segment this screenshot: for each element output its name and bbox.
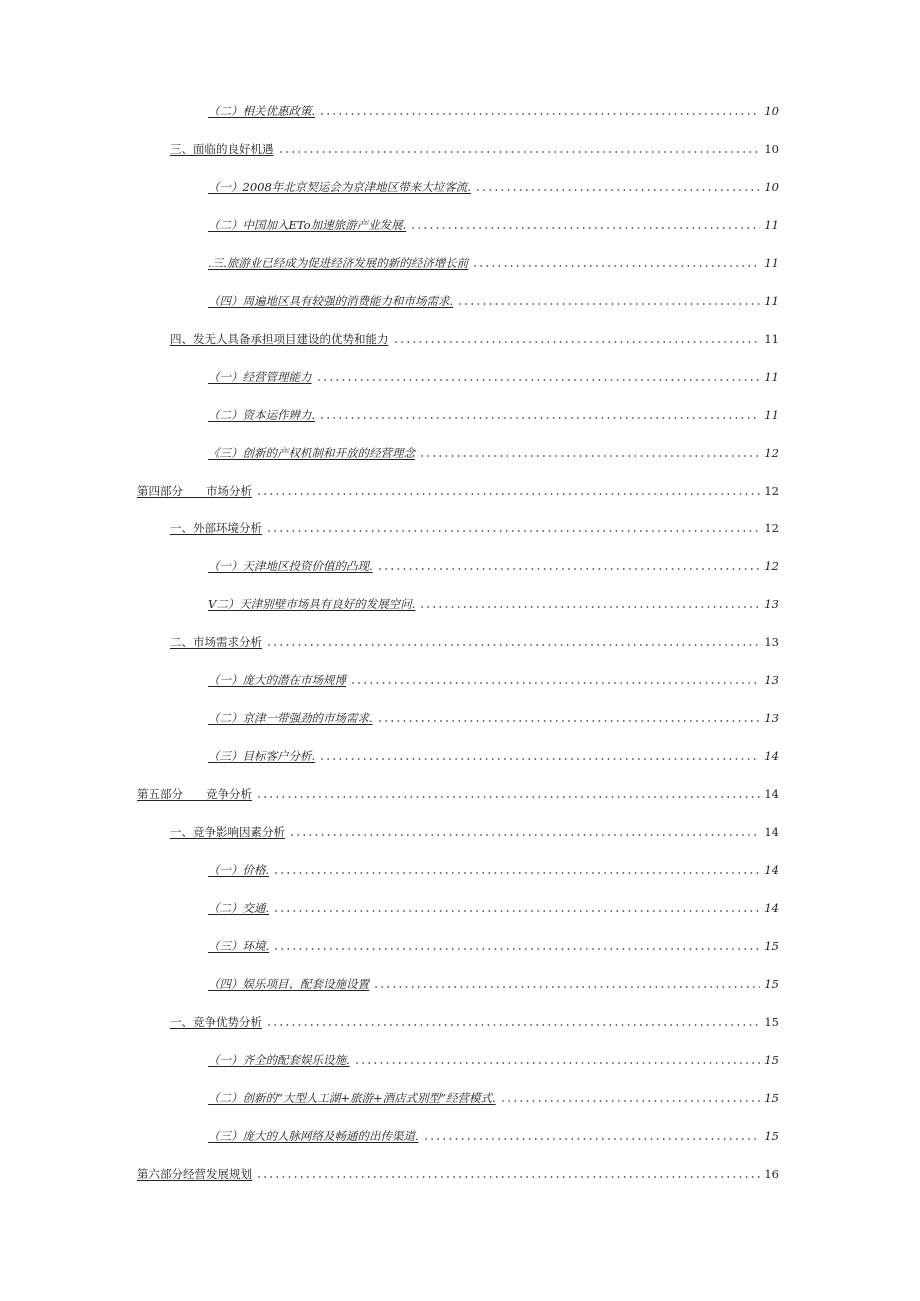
dot-leader bbox=[419, 606, 760, 608]
toc-entry-title[interactable]: （一）经营管理能力 bbox=[208, 370, 312, 384]
toc-entry-page-number: 13 bbox=[764, 673, 779, 687]
toc-entry[interactable] bbox=[170, 629, 779, 649]
toc-entry-page-number: 12 bbox=[764, 484, 779, 498]
toc-entry[interactable] bbox=[137, 1161, 779, 1181]
toc-entry-title[interactable]: 二、市场需求分析 bbox=[170, 635, 262, 649]
dot-leader bbox=[256, 1176, 760, 1178]
toc-entry[interactable] bbox=[170, 515, 779, 535]
toc-entry[interactable] bbox=[208, 667, 779, 687]
dot-leader bbox=[273, 872, 760, 874]
dot-leader bbox=[273, 910, 760, 912]
toc-entry[interactable] bbox=[170, 819, 779, 839]
toc-entry-title[interactable]: （三）环境. bbox=[208, 939, 270, 953]
toc-entry-page-number: 14 bbox=[764, 749, 779, 763]
dot-leader bbox=[278, 151, 761, 153]
toc-entry-title[interactable]: V二）天津别壁市场具有良好的发展空问. bbox=[208, 597, 416, 611]
toc-entry-title[interactable]: （二）创新的“大型人工湖+旅游+酒店式别型”经营模式. bbox=[208, 1091, 496, 1105]
toc-entry-title[interactable]: （一）天津地区投资价值的凸现. bbox=[208, 559, 373, 573]
toc-entry-page-number: 10 bbox=[764, 142, 779, 156]
toc-entry-page-number: 12 bbox=[764, 521, 779, 535]
toc-entry-page-number: 12 bbox=[764, 559, 779, 573]
toc-entry-title[interactable]: 三、面临的良好机遇 bbox=[170, 142, 274, 156]
toc-entry-title[interactable]: （一）价格. bbox=[208, 863, 270, 877]
toc-entry-page-number: 15 bbox=[764, 1053, 779, 1067]
toc-entry-title[interactable]: 第五部分 竞争分析 bbox=[137, 787, 252, 801]
toc-entry[interactable] bbox=[208, 933, 779, 953]
toc-entry-title[interactable]: （二）中国加入ETo加速旅游产业发展. bbox=[208, 218, 407, 232]
dot-leader bbox=[319, 113, 760, 115]
toc-entry-page-number: 15 bbox=[764, 1091, 779, 1105]
toc-entry-page-number: 14 bbox=[764, 901, 779, 915]
toc-entry[interactable] bbox=[208, 174, 779, 194]
toc-entry-title[interactable]: （四）娱乐项目、配套设施设置 bbox=[208, 977, 369, 991]
toc-entry-page-number: 16 bbox=[764, 1167, 779, 1181]
dot-leader bbox=[472, 265, 760, 267]
dot-leader bbox=[273, 948, 760, 950]
toc-entry-title[interactable]: 《三）创新的产权机制和开放的经营理念 bbox=[208, 446, 415, 460]
toc-entry[interactable] bbox=[208, 1047, 779, 1067]
toc-entry-page-number: 10 bbox=[764, 104, 779, 118]
toc-entry-title[interactable]: （四）周遍地区具有较强的消费能力和市场需求. bbox=[208, 294, 454, 308]
toc-entry[interactable] bbox=[208, 1123, 779, 1143]
toc-entry[interactable] bbox=[170, 1009, 779, 1029]
toc-entry-title[interactable]: （二）京津一带强劲的市场需求. bbox=[208, 711, 373, 725]
toc-entry-page-number: 11 bbox=[764, 370, 779, 384]
dot-leader bbox=[377, 568, 761, 570]
toc-entry[interactable] bbox=[170, 326, 779, 346]
toc-entry[interactable] bbox=[208, 402, 779, 422]
toc-entry-page-number: 15 bbox=[764, 977, 779, 991]
toc-entry-page-number: 13 bbox=[764, 597, 779, 611]
toc-entry-page-number: 14 bbox=[764, 787, 779, 801]
toc-entry[interactable] bbox=[208, 857, 779, 877]
toc-entry-title[interactable]: （一）2008年北京契运会为京津地区带来大垃客流. bbox=[208, 180, 471, 194]
dot-leader bbox=[319, 758, 760, 760]
toc-entry[interactable] bbox=[208, 98, 779, 118]
dot-leader bbox=[266, 644, 760, 646]
toc-entry-page-number: 12 bbox=[764, 446, 779, 460]
toc-entry-page-number: 11 bbox=[764, 256, 779, 270]
toc-entry-title[interactable]: 一、外部环境分析 bbox=[170, 521, 262, 535]
dot-leader bbox=[354, 1062, 761, 1064]
toc-entry-page-number: 11 bbox=[764, 294, 779, 308]
dot-leader bbox=[423, 1138, 761, 1140]
dot-leader bbox=[266, 530, 760, 532]
dot-leader bbox=[373, 986, 760, 988]
dot-leader bbox=[410, 227, 760, 229]
dot-leader bbox=[457, 303, 760, 305]
toc-entry-page-number: 13 bbox=[764, 711, 779, 725]
toc-entry-page-number: 15 bbox=[764, 1129, 779, 1143]
dot-leader bbox=[289, 834, 760, 836]
dot-leader bbox=[377, 720, 761, 722]
toc-entry-title[interactable]: 四、发无人具备承担项目建设的优势和能力 bbox=[170, 332, 389, 346]
toc-entry[interactable] bbox=[208, 591, 779, 611]
toc-entry-title[interactable]: （一）庞大的潜在市场规博 bbox=[208, 673, 346, 687]
toc-entry-page-number: 10 bbox=[764, 180, 779, 194]
toc-entry[interactable] bbox=[137, 781, 779, 801]
dot-leader bbox=[266, 1024, 760, 1026]
toc-entry[interactable] bbox=[208, 440, 779, 460]
toc-entry-title[interactable]: （三）庞大的人脉网络及畅通的出传渠道. bbox=[208, 1129, 419, 1143]
toc-entry-page-number: 13 bbox=[764, 635, 779, 649]
dot-leader bbox=[350, 682, 760, 684]
toc-entry[interactable] bbox=[208, 971, 779, 991]
dot-leader bbox=[393, 341, 761, 343]
dot-leader bbox=[256, 493, 760, 495]
toc-entry[interactable] bbox=[208, 1085, 779, 1105]
toc-entry[interactable] bbox=[208, 288, 779, 308]
dot-leader bbox=[316, 379, 761, 381]
toc-entry[interactable] bbox=[208, 364, 779, 384]
toc-entry[interactable] bbox=[208, 743, 779, 763]
toc-entry-title[interactable]: 一、竞争影响因素分析 bbox=[170, 825, 285, 839]
toc-entry-title[interactable]: （一）齐全的配套娱乐设施. bbox=[208, 1053, 350, 1067]
toc-entry-title[interactable]: （二）相关优惠政策. bbox=[208, 104, 316, 118]
toc-entry[interactable] bbox=[208, 895, 779, 915]
toc-entry-page-number: 11 bbox=[764, 218, 779, 232]
toc-entry[interactable] bbox=[208, 553, 779, 573]
dot-leader bbox=[419, 455, 760, 457]
toc-entry-page-number: 14 bbox=[764, 863, 779, 877]
toc-entry-title[interactable]: （二）交通. bbox=[208, 901, 270, 915]
toc-entry-page-number: 15 bbox=[764, 1015, 779, 1029]
toc-entry-title[interactable]: .三.旅游业已经成为促进经济发展的新的经济增长前 bbox=[208, 256, 469, 270]
dot-leader bbox=[475, 189, 760, 191]
toc-entry[interactable] bbox=[208, 705, 779, 725]
toc-entry-page-number: 15 bbox=[764, 939, 779, 953]
dot-leader bbox=[319, 417, 760, 419]
toc-entry-page-number: 11 bbox=[764, 332, 779, 346]
toc-entry-title[interactable]: 第六部分经营发展规划 bbox=[137, 1167, 252, 1181]
toc-entry-title[interactable]: 一、竞争优势分析 bbox=[170, 1015, 262, 1029]
toc-entry[interactable] bbox=[208, 212, 779, 232]
toc-entry-page-number: 11 bbox=[764, 408, 779, 422]
toc-entry-title[interactable]: 第四部分 市场分析 bbox=[137, 484, 252, 498]
toc-entry-page-number: 14 bbox=[764, 825, 779, 839]
toc-entry[interactable] bbox=[208, 250, 779, 270]
toc-entry[interactable] bbox=[137, 478, 779, 498]
toc-entry-title[interactable]: （二）资本运作辨力. bbox=[208, 408, 316, 422]
toc-entry[interactable] bbox=[170, 136, 779, 156]
dot-leader bbox=[256, 796, 760, 798]
toc-entry-title[interactable]: （三）目标客户分析. bbox=[208, 749, 316, 763]
dot-leader bbox=[500, 1100, 761, 1102]
